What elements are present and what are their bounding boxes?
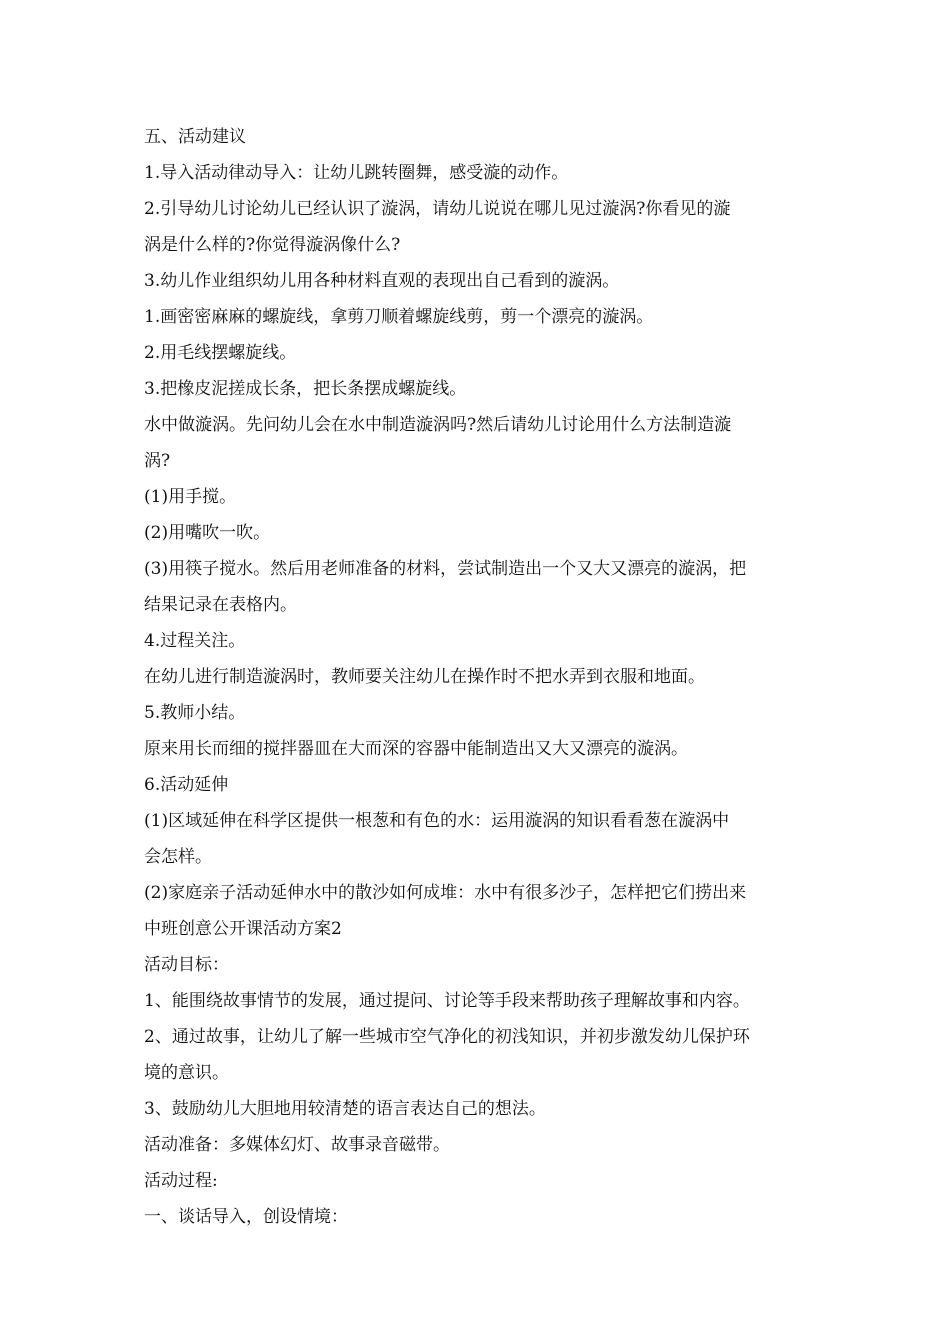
text-line: 活动准备：多媒体幻灯、故事录音磁带。 bbox=[144, 1135, 450, 1155]
text-line: 水中做漩涡。先问幼儿会在水中制造漩涡吗?然后请幼儿讨论用什么方法制造漩 bbox=[144, 415, 732, 435]
text-line: 涡是什么样的?你觉得漩涡像什么? bbox=[144, 235, 401, 255]
text-line: (2)用嘴吹一吹。 bbox=[144, 523, 271, 543]
text-line: (1)用手搅。 bbox=[144, 487, 237, 507]
text-line: 活动过程: bbox=[144, 1171, 218, 1191]
text-line: 6.活动延伸 bbox=[144, 775, 229, 795]
document-subtitle: 中班创意公开课活动方案2 bbox=[144, 919, 342, 939]
text-line: 2.引导幼儿讨论幼儿已经认识了漩涡，请幼儿说说在哪儿见过漩涡?你看见的漩 bbox=[144, 199, 731, 219]
text-line: 1、能围绕故事情节的发展，通过提问、讨论等手段来帮助孩子理解故事和内容。 bbox=[144, 991, 750, 1011]
text-line: (3)用筷子搅水。然后用老师准备的材料，尝试制造出一个又大又漂亮的漩涡，把 bbox=[144, 559, 747, 579]
text-line: 涡? bbox=[144, 451, 171, 471]
text-line: 活动目标： bbox=[144, 955, 229, 975]
text-line: 2.用毛线摆螺旋线。 bbox=[144, 343, 297, 363]
text-line: (1)区域延伸在科学区提供一根葱和有色的水：运用漩涡的知识看看葱在漩涡中 bbox=[144, 811, 730, 831]
text-line: 5.教师小结。 bbox=[144, 703, 246, 723]
text-line: 3.幼儿作业组织幼儿用各种材料直观的表现出自己看到的漩涡。 bbox=[144, 271, 620, 291]
text-line: 1.导入活动律动导入：让幼儿跳转圈舞，感受漩的动作。 bbox=[144, 163, 569, 183]
text-line: 境的意识。 bbox=[144, 1063, 229, 1083]
section-heading: 五、活动建议 bbox=[144, 127, 246, 147]
text-line: 在幼儿进行制造漩涡时，教师要关注幼儿在操作时不把水弄到衣服和地面。 bbox=[144, 667, 705, 687]
text-line: 原来用长而细的搅拌器皿在大而深的容器中能制造出又大又漂亮的漩涡。 bbox=[144, 739, 688, 759]
text-line: 结果记录在表格内。 bbox=[144, 595, 297, 615]
text-line: 1.画密密麻麻的螺旋线，拿剪刀顺着螺旋线剪，剪一个漂亮的漩涡。 bbox=[144, 307, 654, 327]
text-line: 一、谈话导入，创设情境： bbox=[144, 1207, 348, 1227]
text-line: (2)家庭亲子活动延伸水中的散沙如何成堆：水中有很多沙子，怎样把它们捞出来 bbox=[144, 883, 747, 903]
document-body bbox=[144, 119, 810, 1235]
text-line: 会怎样。 bbox=[144, 847, 212, 867]
text-line: 4.过程关注。 bbox=[144, 631, 246, 651]
text-line: 2、通过故事，让幼儿了解一些城市空气净化的初浅知识，并初步激发幼儿保护环 bbox=[144, 1027, 750, 1047]
text-line: 3.把橡皮泥搓成长条，把长条摆成螺旋线。 bbox=[144, 379, 467, 399]
text-line: 3、鼓励幼儿大胆地用较清楚的语言表达自己的想法。 bbox=[144, 1099, 546, 1119]
